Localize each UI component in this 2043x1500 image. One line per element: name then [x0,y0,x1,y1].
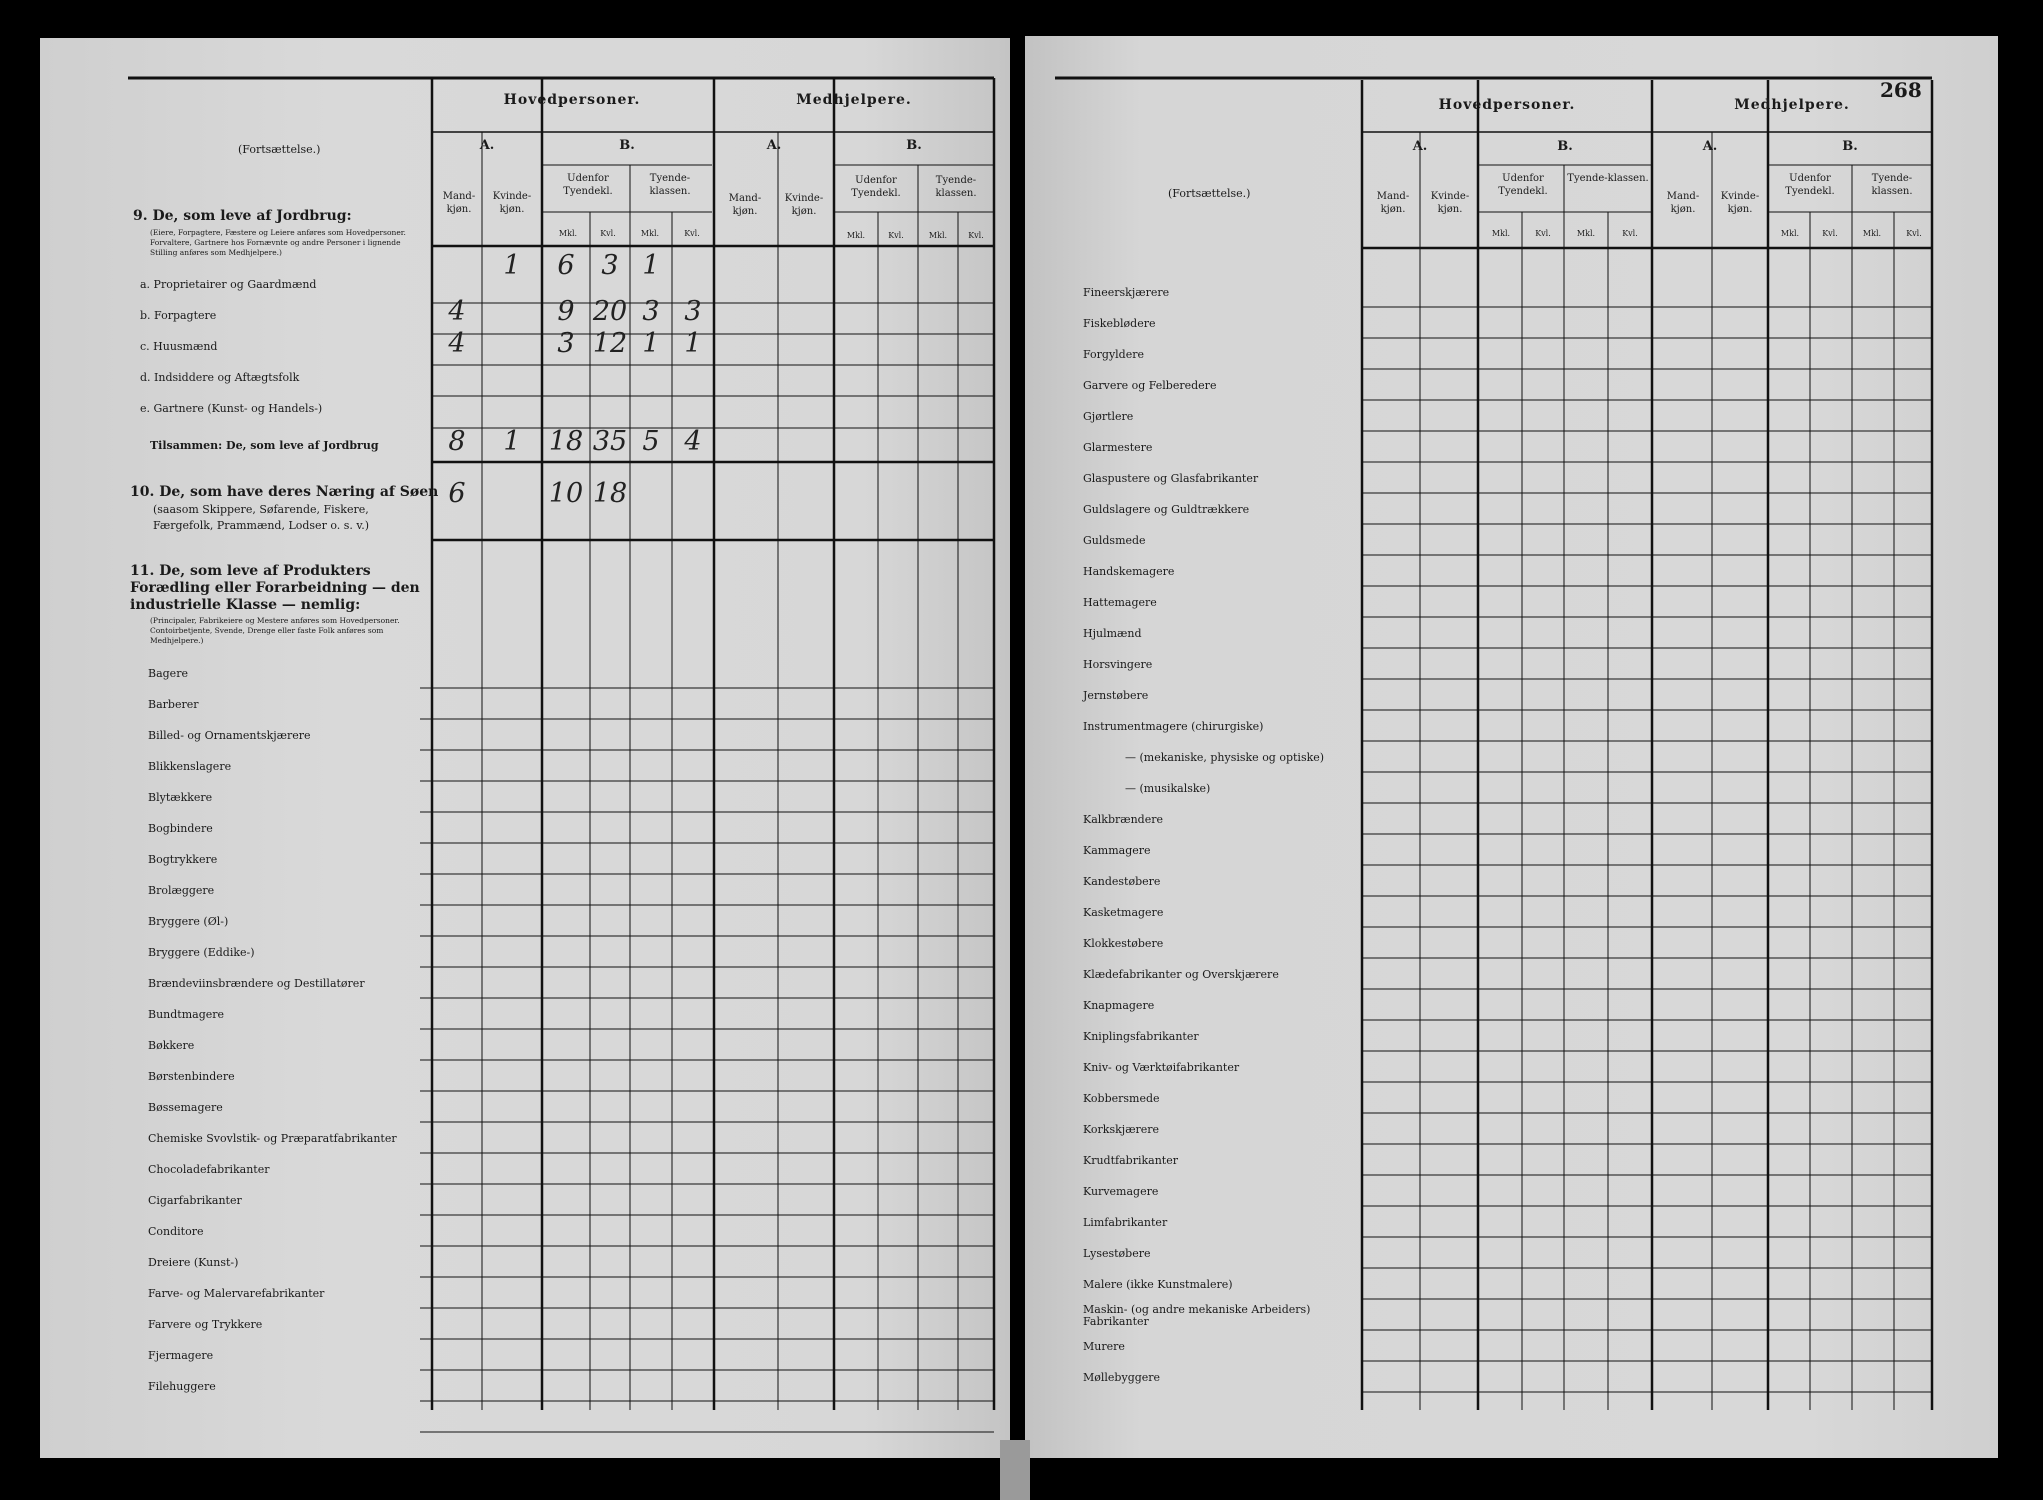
left-trade-label: Fjermagere [148,1349,214,1362]
left-hp-mandkjon: Mand-kjøn. [442,191,476,215]
left-trade-label: Børstenbindere [148,1070,235,1083]
left-trade-label: Bundtmagere [148,1008,225,1021]
right-trade-label: Maskin- (og andre mekaniske Arbeiders) Fabrikanter [1083,1303,1311,1328]
right-trade-label: — (mekaniske, physiske og optiske) [1125,751,1325,764]
left-trade-label: Blikkenslagere [148,760,232,773]
s9-row-d-label: d. Indsiddere og Aftægtsfolk [140,371,300,384]
right-trade-label: Kurvemagere [1083,1185,1159,1198]
left-hp-mk1: Mkl. [558,229,578,238]
left-hp-udenfor: Udenfor Tyendekl. [563,173,613,197]
left-hp-col-a: A. [479,138,495,153]
left-trade-label: Bøkkere [148,1039,195,1052]
right-trade-label: Kalkbrændere [1083,813,1164,826]
handwritten-value: 18 [548,426,584,457]
left-hp-mk2: Mkl. [640,229,660,238]
s9-total-label: Tilsammen: De, som leve af Jordbrug [150,439,379,452]
right-hovedpersoner-header: Hovedpersoner. [1438,97,1576,113]
s9-row-b-label: b. Forpagtere [140,309,217,322]
right-mh-mk1: Mkl. [1780,229,1800,238]
left-trade-label: Bryggere (Øl-) [148,915,229,928]
right-trade-label: Murere [1083,1340,1125,1353]
left-hp-kv2: Kvl. [684,229,700,238]
section11-note: (Principaler, Fabrikeiere og Mestere anføres som Hovedpersoner. Contoirbetjente, Svende, Drenge eller faste Folk anføres som Medhjelpere.) [150,616,400,645]
s9-row-a-label: a. Proprietairer og Gaardmænd [140,278,317,291]
s9-row-e-label: e. Gartnere (Kunst- og Handels-) [140,402,323,415]
handwritten-value: 3 [557,328,575,359]
left-trade-label: Blytækkere [148,791,213,804]
left-trade-label: Farvere og Trykkere [148,1318,263,1331]
right-hp-udenfor: Udenfor Tyendekl. [1498,173,1548,197]
right-trade-label: Klokkestøbere [1083,937,1164,950]
right-medhjelpere-header: Medhjelpere. [1734,97,1850,113]
section11-title: 11. De, som leve af Produkters Forædling eller Forarbeidning — den industrielle Klasse — nemlig: [130,563,420,613]
left-mh-mandkjon: Mand-kjøn. [728,193,762,217]
section9-title: 9. De, som leve af Jordbrug: [133,208,352,224]
right-mh-kv1: Kvl. [1822,229,1838,238]
right-trade-label: Horsvingere [1083,658,1153,671]
right-trade-label: Møllebyggere [1083,1371,1161,1384]
page-number: 268 [1880,78,1922,102]
right-mh-col-b: B. [1842,139,1858,154]
left-continuation-label: (Fortsættelse.) [238,143,321,156]
right-trade-label: Knapmagere [1083,999,1155,1012]
right-trade-label: Glaspustere og Glasfabrikanter [1083,472,1259,485]
right-mh-udenfor: Udenfor Tyendekl. [1785,173,1835,197]
handwritten-value: 4 [448,296,466,327]
handwritten-value: 6 [448,478,466,509]
left-trade-label: Brolæggere [148,884,215,897]
handwritten-value: 5 [642,426,660,457]
left-trade-label: Chemiske Svovlstik- og Præparatfabrikanter [148,1132,397,1145]
right-trade-label: Kandestøbere [1083,875,1161,888]
handwritten-value: 35 [592,426,628,457]
right-hp-tyende: Tyende-klassen. [1567,173,1649,184]
left-hp-kvindekjon: Kvinde-kjøn. [492,191,532,215]
left-hovedpersoner-header: Hovedpersoner. [503,92,641,108]
right-continuation-label: (Fortsættelse.) [1168,187,1251,200]
right-trade-label: Fineerskjærere [1083,286,1170,299]
right-mh-kv2: Kvl. [1906,229,1922,238]
right-trade-label: Kobbersmede [1083,1092,1160,1105]
right-mh-mk2: Mkl. [1862,229,1882,238]
left-trade-label: Billed- og Ornamentskjærere [148,729,311,742]
right-mh-tyende: Tyende-klassen. [1871,173,1913,197]
left-mh-kvindekjon: Kvinde-kjøn. [784,193,824,217]
s9-row-c-label: c. Huusmænd [140,340,218,353]
left-trade-label: Bryggere (Eddike-) [148,946,255,959]
handwritten-value: 6 [557,250,575,281]
left-mh-col-b: B. [906,138,922,153]
left-mh-mk1: Mkl. [846,231,866,240]
right-trade-label: Fiskeblødere [1083,317,1156,330]
left-trade-label: Chocoladefabrikanter [148,1163,270,1176]
right-trade-label: Guldsmede [1083,534,1146,547]
right-hp-col-b: B. [1557,139,1573,154]
handwritten-value: 1 [503,426,521,457]
handwritten-value: 20 [592,296,628,327]
left-trade-label: Bogtrykkere [148,853,218,866]
right-hp-kv2: Kvl. [1622,229,1638,238]
handwritten-value: 4 [448,328,466,359]
handwritten-value: 1 [642,328,660,359]
left-trade-label: Dreiere (Kunst-) [148,1256,239,1269]
left-trade-label: Cigarfabrikanter [148,1194,242,1207]
left-mh-col-a: A. [766,138,782,153]
right-hp-mk1: Mkl. [1491,229,1511,238]
handwritten-value: 9 [557,296,575,327]
right-trade-label: Gjørtlere [1083,410,1134,423]
right-mh-col-a: A. [1702,139,1718,154]
right-trade-label: Limfabrikanter [1083,1216,1168,1229]
left-hp-tyende: Tyende-klassen. [649,173,691,197]
section10-title: 10. De, som have deres Næring af Søen [130,484,439,500]
left-hp-kv1: Kvl. [600,229,616,238]
left-mh-udenfor: Udenfor Tyendekl. [851,175,901,199]
left-hp-col-b: B. [619,138,635,153]
right-trade-label: Malere (ikke Kunstmalere) [1083,1278,1233,1291]
right-hp-kv1: Kvl. [1535,229,1551,238]
right-trade-label: Kammagere [1083,844,1151,857]
handwritten-value: 1 [642,250,660,281]
right-mh-kvindekjon: Kvinde-kjøn. [1720,191,1760,215]
handwritten-value: 1 [684,328,702,359]
handwritten-value: 8 [448,426,466,457]
right-trade-label: Guldslagere og Guldtrækkere [1083,503,1250,516]
left-trade-label: Conditore [148,1225,204,1238]
right-hp-mandkjon: Mand-kjøn. [1376,191,1410,215]
left-mh-kv2: Kvl. [968,231,984,240]
left-trade-label: Bogbindere [148,822,213,835]
section9-note: (Eiere, Forpagtere, Fæstere og Leiere anføres som Hovedpersoner. Forvaltere, Gartnere hos Fornævnte og andre Personer i lignende Stilling anføres som Medhjelpere.) [150,228,406,257]
left-trade-label: Barberer [148,698,199,711]
right-trade-label: Kniplingsfabrikanter [1083,1030,1199,1043]
handwritten-value: 1 [503,250,521,281]
handwritten-value: 10 [548,478,584,509]
right-hp-kvindekjon: Kvinde-kjøn. [1430,191,1470,215]
right-trade-label: Klædefabrikanter og Overskjærere [1083,968,1279,981]
right-trade-label: Forgyldere [1083,348,1145,361]
right-trade-label: Handskemagere [1083,565,1175,578]
left-trade-label: Filehuggere [148,1380,216,1393]
left-mh-tyende: Tyende-klassen. [935,175,977,199]
handwritten-value: 3 [642,296,660,327]
right-trade-label: Glarmestere [1083,441,1153,454]
right-mh-mandkjon: Mand-kjøn. [1666,191,1700,215]
handwritten-value: 4 [684,426,702,457]
left-trade-label: Bagere [148,667,188,680]
right-hp-col-a: A. [1412,139,1428,154]
right-trade-label: Instrumentmagere (chirurgiske) [1083,720,1264,733]
handwritten-value: 18 [592,478,628,509]
right-trade-label: Lysestøbere [1083,1247,1151,1260]
right-trade-label: — (musikalske) [1125,782,1211,795]
right-trade-label: Garvere og Felberedere [1083,379,1217,392]
right-trade-label: Hattemagere [1083,596,1157,609]
right-trade-label: Korkskjærere [1083,1123,1160,1136]
left-mh-mk2: Mkl. [928,231,948,240]
right-trade-label: Krudtfabrikanter [1083,1154,1178,1167]
right-hp-mk2: Mkl. [1576,229,1596,238]
right-trade-label: Hjulmænd [1083,627,1142,640]
left-trade-label: Bøssemagere [148,1101,223,1114]
left-trade-label: Brændeviinsbrændere og Destillatører [148,977,365,990]
left-medhjelpere-header: Medhjelpere. [796,92,912,108]
section10-subtitle: (saasom Skippere, Søfarende, Fiskere, Færgefolk, Prammænd, Lodser o. s. v.) [153,503,370,532]
right-trade-label: Jernstøbere [1083,689,1149,702]
handwritten-value: 12 [592,328,628,359]
handwritten-value: 3 [684,296,702,327]
right-trade-label: Kniv- og Værktøifabrikanter [1083,1061,1240,1074]
left-trade-label: Farve- og Malervarefabrikanter [148,1287,325,1300]
handwritten-value: 3 [601,250,619,281]
right-trade-label: Kasketmagere [1083,906,1164,919]
left-mh-kv1: Kvl. [888,231,904,240]
